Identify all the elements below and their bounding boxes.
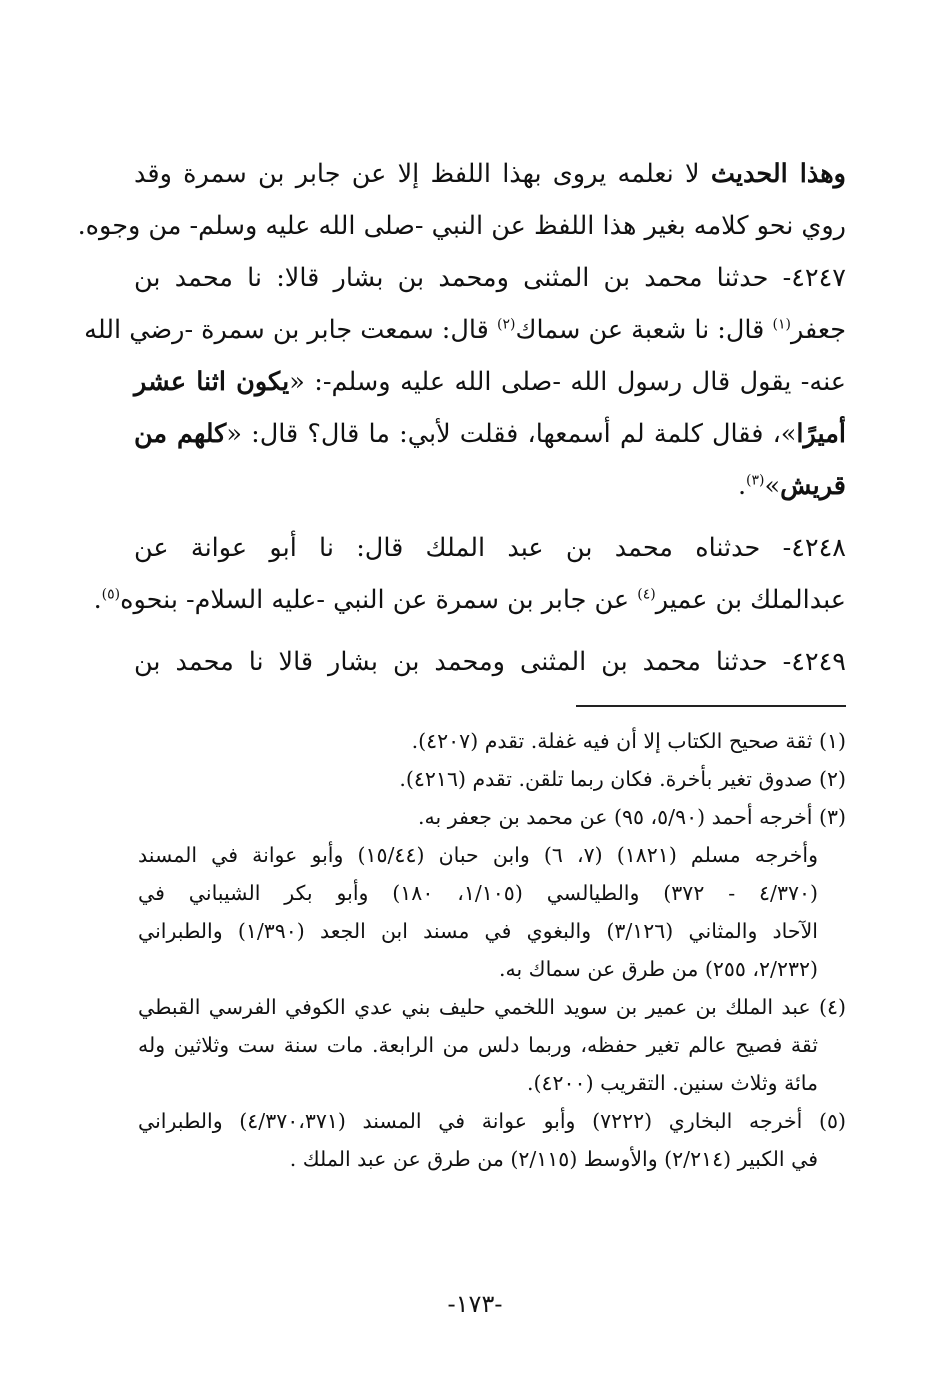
text-run: عنه- يقول قال رسول الله -صلى الله عليه وسلم-: « [289,367,846,397]
text-run: قال: سمعت جابر بن سمرة -رضي الله [84,315,497,345]
bold-text: وهذا الحديث [710,159,846,189]
text-line [134,252,846,304]
footnote-ref: (٤) [637,586,656,603]
page-number: -١٧٣- [447,1290,503,1318]
text-run: قال: نا شعبة عن سماك [515,315,773,345]
text-line [134,522,846,574]
text-line [93,574,846,626]
footnote-ref: (٥) [101,586,121,603]
text-line [134,408,846,460]
text-run: » [764,471,781,501]
text-run: عبدالملك بن عمير [655,585,846,615]
footnote-separator [576,705,846,707]
text-run: لا نعلمه يروى بهذا اللفظ إلا عن جابر بن سمرة وقد [134,159,711,189]
main-text [77,148,846,688]
footnote-line: (٣) أخرجه أحمد (٥/٩٠، ٩٥) عن محمد بن جعفر به. [417,805,846,829]
text-run: . [737,471,747,501]
footnote-line: (٤/٣٧٠ - ٣٧٢) والطيالسي (١/١٠٥، ١٨٠) وأبو بكر الشيباني في [138,881,818,905]
footnote-line: ثقة فصيح عالم تغير حفظه، وربما دلس من الرابعة. مات سنة ست وثلاثين وله [138,1033,818,1057]
bold-text: أميرًا [796,419,846,449]
footnote-line: في الكبير (٢/٢١٤) والأوسط (٢/١١٥) من طرق عن عبد الملك . [289,1147,818,1171]
text-run: . [93,585,102,615]
footnote-line: (٢/٢٣٢، ٢٥٥) من طرق عن سماك به. [498,957,818,981]
footnote-line: الآحاد والمثاني (٣/١٢٦) والبغوي في مسند ابن الجعد (١/٣٩٠) والطبراني [138,919,818,943]
text-run: ٤٢٤٨- حدثناه محمد بن عبد الملك قال: نا أبو عوانة عن [134,533,846,563]
text-line [84,304,846,356]
text-line [134,460,846,512]
bold-text: قريش [780,471,846,501]
text-run: روي نحو كلامه بغير هذا اللفظ عن النبي -صلى الله عليه وسلم- من وجوه. [77,211,846,241]
text-run: جعفر [790,315,846,345]
footnote-ref: (١) [772,316,791,333]
text-run: ٤٢٤٧- حدثنا محمد بن المثنى ومحمد بن بشار قالا: نا محمد بن [134,263,846,293]
footnote-line: (١) ثقة صحيح الكتاب إلا أن فيه غفلة. تقدم (٤٢٠٧). [411,729,846,753]
text-run: ٤٢٤٩- حدثنا محمد بن المثنى ومحمد بن بشار قالا نا محمد بن [134,647,846,677]
footnote-line: (٤) عبد الملك بن عمير بن سويد اللخمي حليف بني عدي الكوفي الفرسي القبطي [138,995,846,1019]
footnote-line: وأخرجه مسلم (١٨٢١) (٧، ٦) وابن حبان (١٥/٤٤) وأبو عوانة في المسند [138,843,818,867]
text-line [134,148,846,200]
text-line [77,200,846,252]
text-line [134,636,846,688]
footnote-line: مائة وثلاث سنين. التقريب (٤٢٠٠). [527,1071,818,1095]
footnotes [138,722,846,1178]
text-line [134,356,846,408]
bold-text: كلهم من [134,419,227,449]
text-run: عن جابر بن سمرة عن النبي -عليه السلام- بنحوه [120,585,638,615]
text-run: »، فقال كلمة لم أسمعها، فقلت لأبي: ما قال؟ قال: « [226,419,797,449]
bold-text: يكون اثنا عشر [134,367,290,397]
footnote-line: (٢) صدوق تغير بأخرة. فكان ربما تلقن. تقدم (٤٢١٦). [399,767,846,791]
footnote-ref: (٢) [496,316,516,333]
footnote-ref: (٣) [746,472,765,489]
footnote-line: (٥) أخرجه البخاري (٧٢٢٢) وأبو عوانة في المسند (٤/٣٧٠،٣٧١) والطبراني [138,1109,846,1133]
